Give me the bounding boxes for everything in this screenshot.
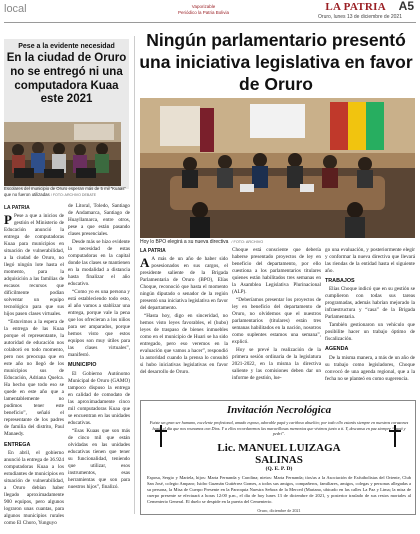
side-article-col1 bbox=[4, 213, 64, 528]
paragraph: De la misma manera, a más de un año de su trabajo como legisladores, Choque convocó de una agenda regional, que a la fecha no se planteó en como sugerencia. bbox=[325, 354, 415, 382]
main-article-col1 bbox=[140, 256, 228, 377]
main-article-col2 bbox=[232, 247, 321, 383]
supplement-note bbox=[178, 4, 229, 15]
paragraph: También gestionaron un vehículo que posibilite hacer un trabajo óptimo de fiscalización. bbox=[325, 322, 415, 343]
photo-credit: / FOTO: ARCHIVO bbox=[231, 240, 264, 244]
side-kicker: Pese a la evidente necesidad bbox=[18, 43, 115, 50]
obituary-notice bbox=[140, 400, 416, 515]
column-divider bbox=[134, 36, 135, 514]
paragraph: “Esas Kuaas que son más de cinco mil que están olvidadas en las unidades educativas tienen que tener su funcionalidad, teniendo que utilizar, esos instrumentos, esas herramientas que son para nuestros hijos”, finalizó. bbox=[68, 427, 130, 490]
issue-date: Oruro, lunes 13 de diciembre de 2021 bbox=[318, 14, 402, 20]
side-photo-caption bbox=[4, 186, 128, 197]
obituary-title: Invitación Necrológica bbox=[226, 404, 332, 416]
obituary-body: Esposa, Sergio y Mariela, hijos: Marta Fernanda y Carolina; nietos: Marta Fernanda; tíos/as a la Asociación de Exfutbolistas del Oriente, Club San José, colegio Amparo; Isidro Guzmán Gutiérrez Gomes, a todos sus amigos, compañeros, familiares, amigos, colegas y personas allegadas a su persona, la Misa de Cuerpo Presente en la Parroquia Nuestra Señora de la Merced (Mariano, ubicado en las calles La Paz y Lima; la misa de cuerpo presente se efectuará a horas 12:00 p.m., el día de hoy lunes 13 de diciembre de 2021, y posterior traslado de sus restos mortales al Cementerio General. El duelo se despide en la puerta del Cementerio. bbox=[147, 475, 411, 505]
paragraph: “Deberíamos presentar los proyectos de ley en beneficio del departamento de Oruro, no olvidemos que el nuestros parlamentarios (titulares) están tres semanas habilitados en la nación, nosotros como suplentes estamos una semana”, explicó. bbox=[232, 297, 321, 346]
students-photo-illustration bbox=[4, 122, 121, 186]
main-photo-caption bbox=[140, 239, 420, 245]
obituary-verse: Fuiste un gran ser humano, excelente profesional, amado esposo, adorable papá y cariñoso abuelito; por todo ello estarás siempre en nuestros corazones hasta el día que nos reunamos con Dios. Y a ellos recordaremos las maravillosas memorias que vivimos junto a ti. Y, descansa en paz siempre “papá y pedri”. bbox=[149, 420, 409, 437]
caption-text: Hoy lo BPO elegirá a su nueva directiva bbox=[140, 239, 229, 245]
supplement-line: Periódico la Patria Bolivia bbox=[178, 9, 230, 15]
paragraph: “Como yo es una persona y está estableciendo todo esto, al año vamos a stablizar una entrega, porque vale la pena que los ofrecieran a los niños para ser amparados, porque hemos visto que estos equipos son muy útiles para las clases virtuales”, manifestó. bbox=[68, 289, 130, 359]
qepd-label: (Q. E. P. D) bbox=[265, 466, 293, 472]
side-headline: En la ciudad de Oruro no se entregó ni una computadora Kuaa este 2021 bbox=[6, 52, 127, 106]
subhead-agenda: AGENDA bbox=[325, 346, 349, 353]
paragraph: go una evaluación, y posteriormente elegir y conformar la nueva directiva que llevará las riendas de la entidad hasta el siguiente año. bbox=[325, 247, 415, 275]
subhead-municipio: MUNICIPIO bbox=[68, 362, 97, 369]
supplement-line: Vaporizable bbox=[191, 4, 216, 9]
page-number: A5 bbox=[398, 0, 414, 13]
main-byline: LA PATRIA bbox=[140, 248, 166, 254]
side-byline: LA PATRIA bbox=[4, 205, 30, 211]
deceased-surname: SALINAS bbox=[255, 454, 303, 466]
newspaper-brand: LA PATRIA bbox=[325, 1, 386, 13]
main-headline: Ningún parlamentario presentó una iniciativa legislativa en favor de Oruro bbox=[139, 30, 413, 94]
parliament-meeting-illustration bbox=[140, 98, 415, 238]
section-label: local bbox=[4, 3, 27, 15]
obituary-signature: Oruro, diciembre de 2021 bbox=[257, 508, 301, 513]
header-rule bbox=[4, 22, 416, 23]
paragraph: Desde más se hizo evidente la necesidad de estas computadoras en la capital donde las clases se mantienen en la modalidad a distancia hasta finalizar el año educativo. bbox=[68, 239, 130, 288]
photo-credit: / FOTO: ARCHIVO DEBATE bbox=[50, 192, 97, 197]
page-header bbox=[0, 0, 420, 30]
paragraph: P Pese a que a inicios de gestión el Ministerio de Educación anunció la entrega de computadoras Kuaa para municipios en situación de vulnerabilidad, a la ciudad de Oruro, no llegó ningún lote hasta el momento, para la adquisición a las familias de escasos recursos que difícilmente podían solventar un equipo tecnológico para que sus hijos pasen clases virtuales. bbox=[4, 212, 64, 318]
side-article-photo bbox=[4, 122, 121, 186]
paragraph: Hoy se prevé la realización de la primera sesión ordinaria de la legislatura 2021-2022, en la misma la directiva saliente y las comisiones deben dar un informe de gestión, lue- bbox=[232, 347, 321, 382]
paragraph: “Hasta hoy, digo en sinceridad, no hemos visto leyes favorables, el (hubo) leyes de traspaso de bienes inmuebles como en el municipio de Huari se ha sido entregado, pero eso veremos en la evaluación que vamos a hacer”, respondió la autoridad cuando la prensa lo consultó si hubo iniciativas legislativas en favor del desarrollo de Oruro. bbox=[140, 313, 228, 376]
main-article-photo bbox=[140, 98, 415, 238]
paragraph: A A más de un año de haber sido posesionados en sus cargos, el presidente saliente de la Brigada Parlamentaria de Oruro (BPO), Elías Choque, reconoció que hasta el momento ningún diputado o senador de la región presentó una iniciativa legislativa en favor del departamento. bbox=[140, 255, 229, 312]
paragraph: de Litoral, Toledo, Santiago de Andamarca, Santiago de Huayllamarca, entre otros, pese a que están pasando clases presenciales. bbox=[68, 203, 130, 238]
paragraph: Choque está consciente que debería haberse presentado proyectos de ley en beneficio del departamento, por ello cuestiona a los parlamentarios titulares quienes están habilitados tres semanas en la Asamblea Legislativa Plurinacional (ALP). bbox=[232, 247, 321, 296]
paragraph: Elías Choque indicó que en su gestión se cumplieron con todas sus tareas programadas, además habrían mejorado la infraestructura y “casa” de la Brigada Parlamentaria. bbox=[325, 286, 415, 321]
main-article-col3 bbox=[325, 247, 415, 384]
deceased-name: Lic. MANUEL LUIZAGA bbox=[217, 442, 341, 454]
caption-text: Escolares del municipio de Oruro esperan más de 5 mil “Kuaas” que no fueron utilizadas bbox=[4, 186, 126, 197]
paragraph: “Estuvimos a la espera de la entrega de las Kuaa porque el representante, la autoridad de educación nos colaboró en todo momento, pero nos preocupa que en este año no llegó de los municipios sus de Educación, Adriana Quelca. Ha hecho que todo eso se quede en este año que a lamentablemente no pudimos tener este beneficio”, señaló el representante de los padres de familia del distrito, Paul Manaedy. bbox=[4, 319, 64, 438]
paragraph: El Gobierno Autónomo Municipal de Oruro (GAMO) tampoco dispuso la entrega en calidad de comodato de las aproximadamente cinco mil computadoras Kuaa que se encuentran en las unidades educativas. bbox=[68, 370, 130, 426]
side-article-col2 bbox=[68, 203, 130, 492]
subhead-entrega: ENTREGA bbox=[4, 441, 31, 448]
subhead-trabajos: TRABAJOS bbox=[325, 278, 355, 285]
paragraph: En abril, el gobierno anunció la entrega de 36.924 computadoras Kuaa a los estudiantes de municipios en situación de vulnerabilidad, a Oruro debían haber llegado aproximadamente 900 equipos, pero algunos lograron unas cuantas, para algunos municipios rurales como El Choro, Yunguyo bbox=[4, 449, 64, 526]
